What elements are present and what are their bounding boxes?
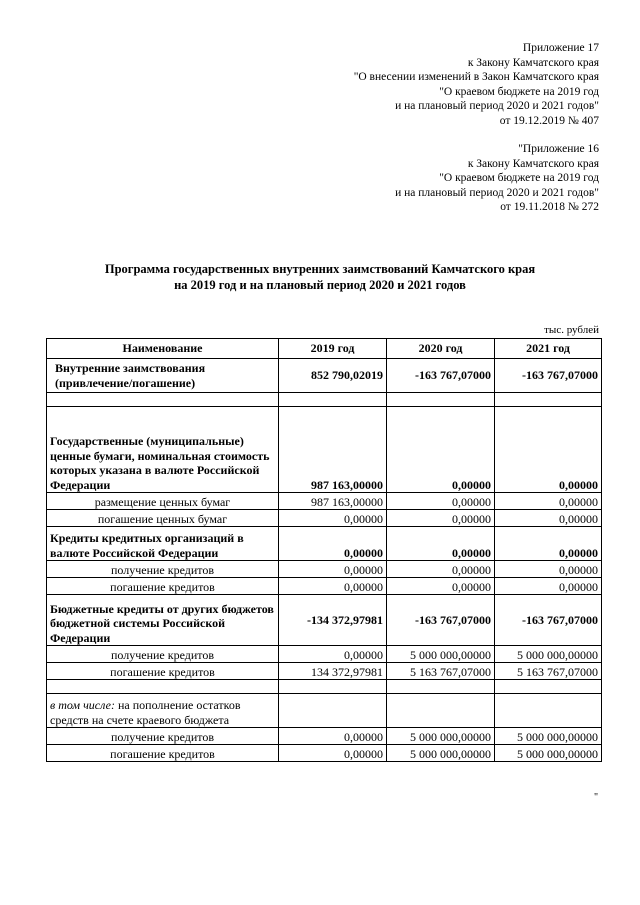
borrowing-program-table (46, 338, 602, 762)
table-row (47, 663, 602, 680)
header-line: от 19.11.2018 № 272 (500, 201, 599, 214)
header-line: и на плановый период 2020 и 2021 годов" (395, 100, 599, 113)
value-2020: 5 163 767,07000 (387, 663, 495, 680)
row-name: погашение кредитов (47, 663, 279, 680)
row-name: Кредиты кредитных организаций в валюте Российской Федерации (47, 527, 279, 561)
table-row (47, 527, 602, 561)
value-2021: 0,00000 (495, 578, 602, 595)
value-2019: 852 790,02019 (279, 359, 387, 393)
value-2019: 0,00000 (279, 510, 387, 527)
header-line: к Закону Камчатского края (467, 157, 599, 170)
column-header-2020: 2020 год (387, 339, 495, 359)
table-row (47, 578, 602, 595)
row-name: получение кредитов (47, 646, 279, 663)
title-line-2: на 2019 год и на плановый период 2020 и 2021 годов (174, 278, 466, 292)
value-2021: 5 000 000,00000 (495, 728, 602, 745)
value-2021: 0,00000 (495, 527, 602, 561)
value-2020: 0,00000 (387, 493, 495, 510)
value-2021: 0,00000 (495, 407, 602, 493)
column-header-2021: 2021 год (495, 339, 602, 359)
row-name: погашение кредитов (47, 745, 279, 762)
value-2021: 0,00000 (495, 561, 602, 578)
appendix-17-header (354, 41, 599, 129)
header-line: к Закону Камчатского края (467, 56, 599, 69)
value-2021: 5 163 767,07000 (495, 663, 602, 680)
spacer-row (47, 680, 602, 694)
header-line: Приложение 17 (522, 42, 599, 54)
table-row (47, 510, 602, 527)
value-2019: 0,00000 (279, 745, 387, 762)
header-line: "О краевом бюджете на 2019 год (439, 172, 599, 185)
row-name: Государственные (муниципальные) ценные бумаги, номинальная стоимость которых указана в валюте Российской Федерации (47, 407, 279, 493)
table-row (47, 407, 602, 493)
row-name: Внутренние заимствования (привлечение/погашение) (47, 359, 279, 393)
value-2021: -163 767,07000 (495, 595, 602, 646)
table-row (47, 694, 602, 728)
units-label: тыс. рублей (544, 324, 599, 336)
value-2020: 0,00000 (387, 510, 495, 527)
value-2020: 5 000 000,00000 (387, 646, 495, 663)
value-2021: 0,00000 (495, 510, 602, 527)
row-name: получение кредитов (47, 561, 279, 578)
table-row (47, 493, 602, 510)
table-row (47, 728, 602, 745)
value-2019: 0,00000 (279, 578, 387, 595)
row-name: размещение ценных бумаг (47, 493, 279, 510)
column-header-2019: 2019 год (279, 339, 387, 359)
value-2020: 5 000 000,00000 (387, 728, 495, 745)
value-2021: 5 000 000,00000 (495, 646, 602, 663)
value-2019: 987 163,00000 (279, 407, 387, 493)
value-2019: 987 163,00000 (279, 493, 387, 510)
value-2020: -163 767,07000 (387, 595, 495, 646)
value-2021: 5 000 000,00000 (495, 745, 602, 762)
value-2019: 0,00000 (279, 646, 387, 663)
table-row (47, 745, 602, 762)
column-header-name: Наименование (47, 339, 279, 359)
table-row (47, 595, 602, 646)
italic-prefix: в том числе: (50, 698, 115, 712)
title-line-1: Программа государственных внутренних заимствований Камчатского края (104, 262, 536, 276)
value-2019: -134 372,97981 (279, 595, 387, 646)
value-2021: -163 767,07000 (495, 359, 602, 393)
value-2019: 0,00000 (279, 527, 387, 561)
value-2020: 0,00000 (387, 561, 495, 578)
value-2020: 5 000 000,00000 (387, 745, 495, 762)
table-row (47, 646, 602, 663)
table-row (47, 561, 602, 578)
row-name: погашение ценных бумаг (47, 510, 279, 527)
value-2019: 0,00000 (279, 728, 387, 745)
value-2020: -163 767,07000 (387, 359, 495, 393)
value-2020: 0,00000 (387, 578, 495, 595)
table-row (47, 359, 602, 393)
value-2019: 0,00000 (279, 561, 387, 578)
header-line: и на плановый период 2020 и 2021 годов" (395, 186, 599, 199)
row-name: Бюджетные кредиты от других бюджетов бюджетной системы Российской Федерации (47, 595, 279, 646)
row-name: получение кредитов (47, 728, 279, 745)
closing-quote-mark: " (594, 792, 599, 803)
value-2020: 0,00000 (387, 407, 495, 493)
header-line: "Приложение 16 (518, 143, 599, 155)
row-name-text: на пополнение остатков средств на счете краевого бюджета (50, 698, 241, 727)
value-2019: 134 372,97981 (279, 663, 387, 680)
document-title (40, 261, 600, 293)
header-line: "О внесении изменений в Закон Камчатского края (353, 71, 599, 84)
header-line: "О краевом бюджете на 2019 год (439, 85, 599, 98)
row-name: погашение кредитов (47, 578, 279, 595)
table-header-row (47, 339, 602, 359)
spacer-row (47, 393, 602, 407)
value-2021: 0,00000 (495, 493, 602, 510)
appendix-16-header (395, 142, 599, 215)
row-name (47, 694, 279, 728)
header-line: от 19.12.2019 № 407 (499, 114, 599, 127)
value-2020: 0,00000 (387, 527, 495, 561)
